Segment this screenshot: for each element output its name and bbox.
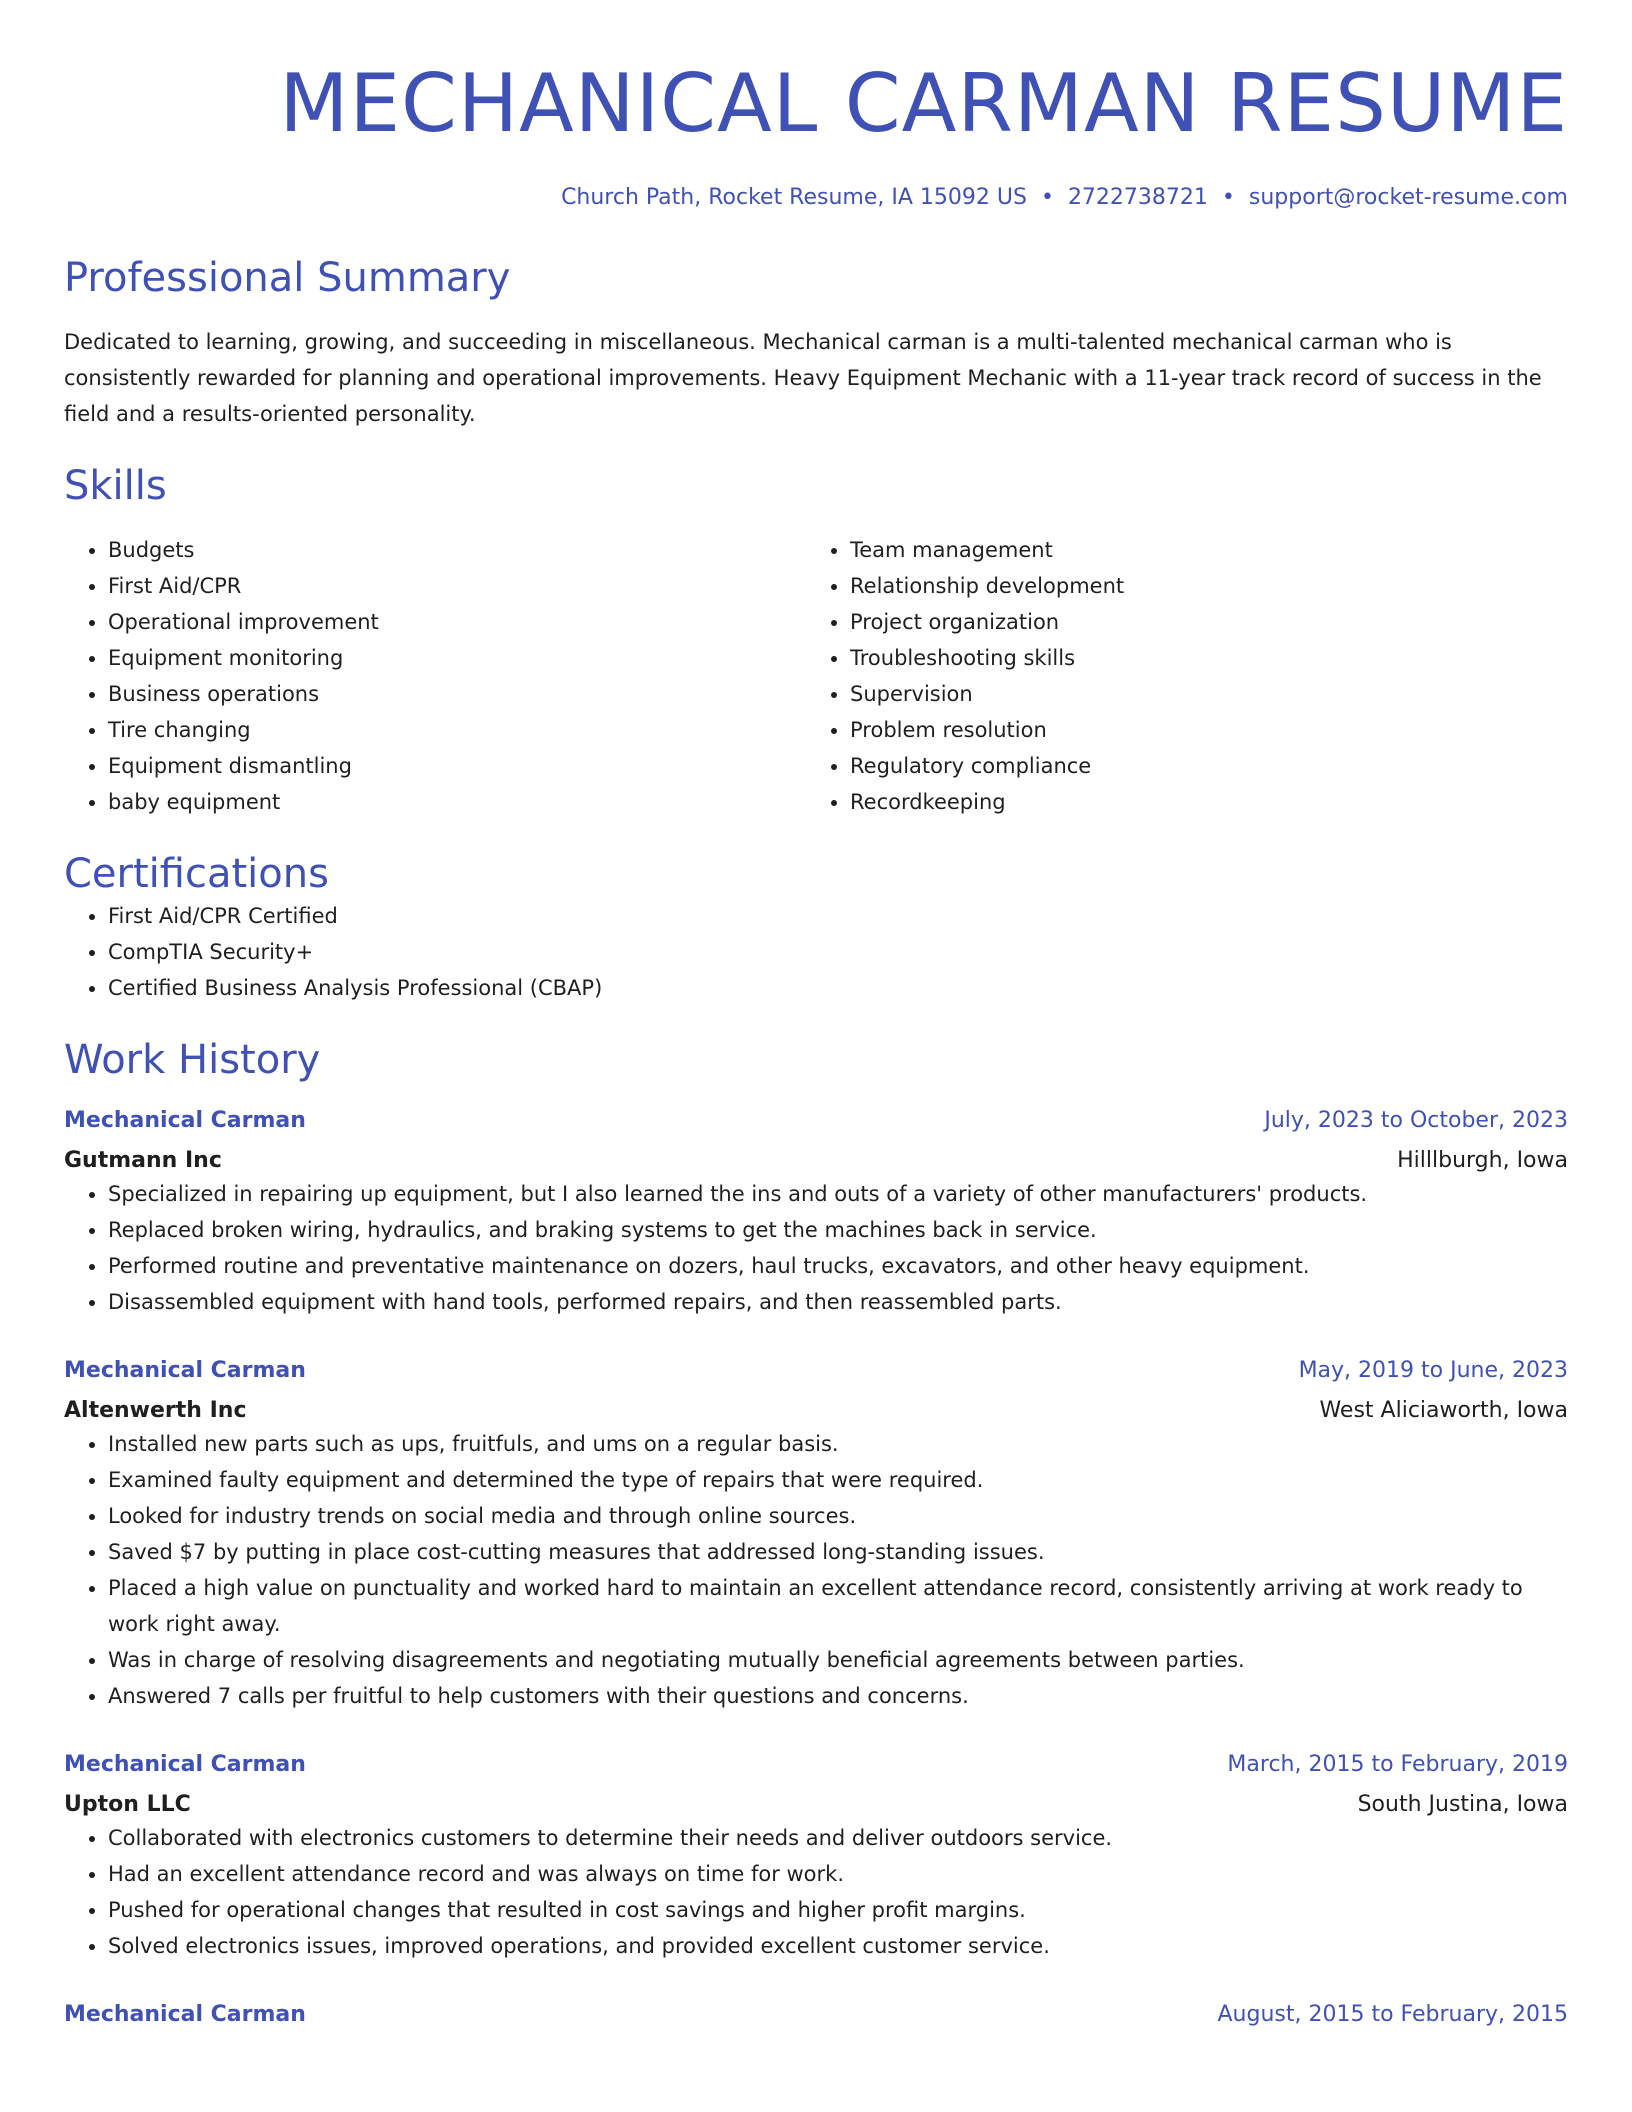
skill-item: • Supervision xyxy=(850,676,1548,712)
job-bullet: • Placed a high value on punctuality and worked hard to maintain an excellent attendance record, consistently arriving at work ready to work right away. xyxy=(108,1570,1568,1642)
job-role: Mechanical Carman xyxy=(64,1358,306,1383)
certification-item: • Certified Business Analysis Professional (CBAP) xyxy=(108,970,1568,1006)
job-company-row xyxy=(64,1780,1568,1820)
certification-item: • CompTIA Security+ xyxy=(108,934,1568,970)
job-bullet: • Disassembled equipment with hand tools, performed repairs, and then reassembled parts. xyxy=(108,1284,1568,1320)
job-title-row xyxy=(64,2000,1568,2030)
skill-item: • First Aid/CPR xyxy=(108,568,806,604)
job-location: Hilllburgh, Iowa xyxy=(1397,1148,1568,1173)
job-bullet: • Examined faulty equipment and determined the type of repairs that were required. xyxy=(108,1462,1568,1498)
contact-line xyxy=(64,184,1568,212)
job-title-row xyxy=(64,1356,1568,1386)
skills-left-list xyxy=(64,532,806,820)
job-title-row xyxy=(64,1750,1568,1780)
skills-right-list xyxy=(806,532,1548,820)
job-location: South Justina, Iowa xyxy=(1357,1792,1568,1817)
job-bullet: • Collaborated with electronics customers to determine their needs and deliver outdoors service. xyxy=(108,1820,1568,1856)
job-bullet-list xyxy=(64,1820,1568,1964)
job-bullet: • Had an excellent attendance record and was always on time for work. xyxy=(108,1856,1568,1892)
skill-item: • Team management xyxy=(850,532,1548,568)
job-role: Mechanical Carman xyxy=(64,1108,306,1133)
job-location: West Aliciaworth, Iowa xyxy=(1319,1398,1568,1423)
job-role: Mechanical Carman xyxy=(64,1752,306,1777)
contact-phone: 2722738721 xyxy=(1067,185,1208,210)
contact-email[interactable]: support@rocket-resume.com xyxy=(1248,185,1568,210)
job-bullet: • Looked for industry trends on social media and through online sources. xyxy=(108,1498,1568,1534)
job-bullet: • Solved electronics issues, improved operations, and provided excellent customer service. xyxy=(108,1928,1568,1964)
job-dates: March, 2015 to February, 2019 xyxy=(1227,1752,1568,1777)
job-title-row xyxy=(64,1106,1568,1136)
skill-item: • Tire changing xyxy=(108,712,806,748)
job-entry xyxy=(64,2000,1568,2030)
certifications-heading: Certifications xyxy=(64,851,329,897)
skills-column-right xyxy=(806,532,1548,820)
skill-item: • Operational improvement xyxy=(108,604,806,640)
job-entry xyxy=(64,1356,1568,1714)
work-history-list xyxy=(64,1106,1568,2030)
contact-separator: • xyxy=(1040,185,1054,210)
resume-header xyxy=(64,0,1568,212)
skill-item: • Business operations xyxy=(108,676,806,712)
skill-item: • Equipment dismantling xyxy=(108,748,806,784)
skill-item: • Relationship development xyxy=(850,568,1548,604)
job-company: Altenwerth Inc xyxy=(64,1398,247,1423)
job-entry xyxy=(64,1106,1568,1320)
skill-item: • Problem resolution xyxy=(850,712,1548,748)
job-bullet-list xyxy=(64,1426,1568,1714)
certification-item: • First Aid/CPR Certified xyxy=(108,898,1568,934)
skill-item: • Budgets xyxy=(108,532,806,568)
job-company-row xyxy=(64,1386,1568,1426)
job-bullet: • Answered 7 calls per fruitful to help customers with their questions and concerns. xyxy=(108,1678,1568,1714)
job-role: Mechanical Carman xyxy=(64,2002,306,2027)
job-bullet: • Pushed for operational changes that resulted in cost savings and higher profit margins. xyxy=(108,1892,1568,1928)
skill-item: • Project organization xyxy=(850,604,1548,640)
job-dates: August, 2015 to February, 2015 xyxy=(1217,2002,1568,2027)
skill-item: • Regulatory compliance xyxy=(850,748,1548,784)
job-bullet-list xyxy=(64,1176,1568,1320)
contact-address: Church Path, Rocket Resume, IA 15092 US xyxy=(561,185,1027,210)
contact-separator: • xyxy=(1221,185,1235,210)
job-entry xyxy=(64,1750,1568,1964)
skill-item: • Equipment monitoring xyxy=(108,640,806,676)
skill-item: • baby equipment xyxy=(108,784,806,820)
job-bullet: • Performed routine and preventative maintenance on dozers, haul trucks, excavators, and other heavy equipment. xyxy=(108,1248,1568,1284)
resume-title: MECHANICAL CARMAN RESUME xyxy=(279,57,1568,150)
job-company: Gutmann Inc xyxy=(64,1148,222,1173)
skill-item: • Troubleshooting skills xyxy=(850,640,1548,676)
job-bullet: • Replaced broken wiring, hydraulics, and braking systems to get the machines back in service. xyxy=(108,1212,1568,1248)
job-dates: May, 2019 to June, 2023 xyxy=(1298,1358,1568,1383)
work-history-heading: Work History xyxy=(64,1037,321,1083)
skill-item: • Recordkeeping xyxy=(850,784,1548,820)
job-bullet: • Installed new parts such as ups, fruitfuls, and ums on a regular basis. xyxy=(108,1426,1568,1462)
job-dates: July, 2023 to October, 2023 xyxy=(1264,1108,1568,1133)
skills-column-left xyxy=(64,532,806,820)
job-company: Upton LLC xyxy=(64,1792,191,1817)
job-company-row xyxy=(64,1136,1568,1176)
summary-heading: Professional Summary xyxy=(64,255,511,301)
skills-heading: Skills xyxy=(64,463,167,509)
certifications-list xyxy=(64,898,1568,1006)
job-bullet: • Was in charge of resolving disagreements and negotiating mutually beneficial agreements between parties. xyxy=(108,1642,1568,1678)
skills-list xyxy=(64,532,1568,820)
job-bullet: • Specialized in repairing up equipment, but I also learned the ins and outs of a variety of other manufacturers' products. xyxy=(108,1176,1568,1212)
summary-text: Dedicated to learning, growing, and succeeding in miscellaneous. Mechanical carman is a multi-talented mechanical carman who is consistently rewarded for planning and operational improvements. Heavy Equipment Mechanic with a 11-year track record of success in the field and a results-oriented personality. xyxy=(64,330,1542,426)
job-bullet: • Saved $7 by putting in place cost-cutting measures that addressed long-standing issues. xyxy=(108,1534,1568,1570)
